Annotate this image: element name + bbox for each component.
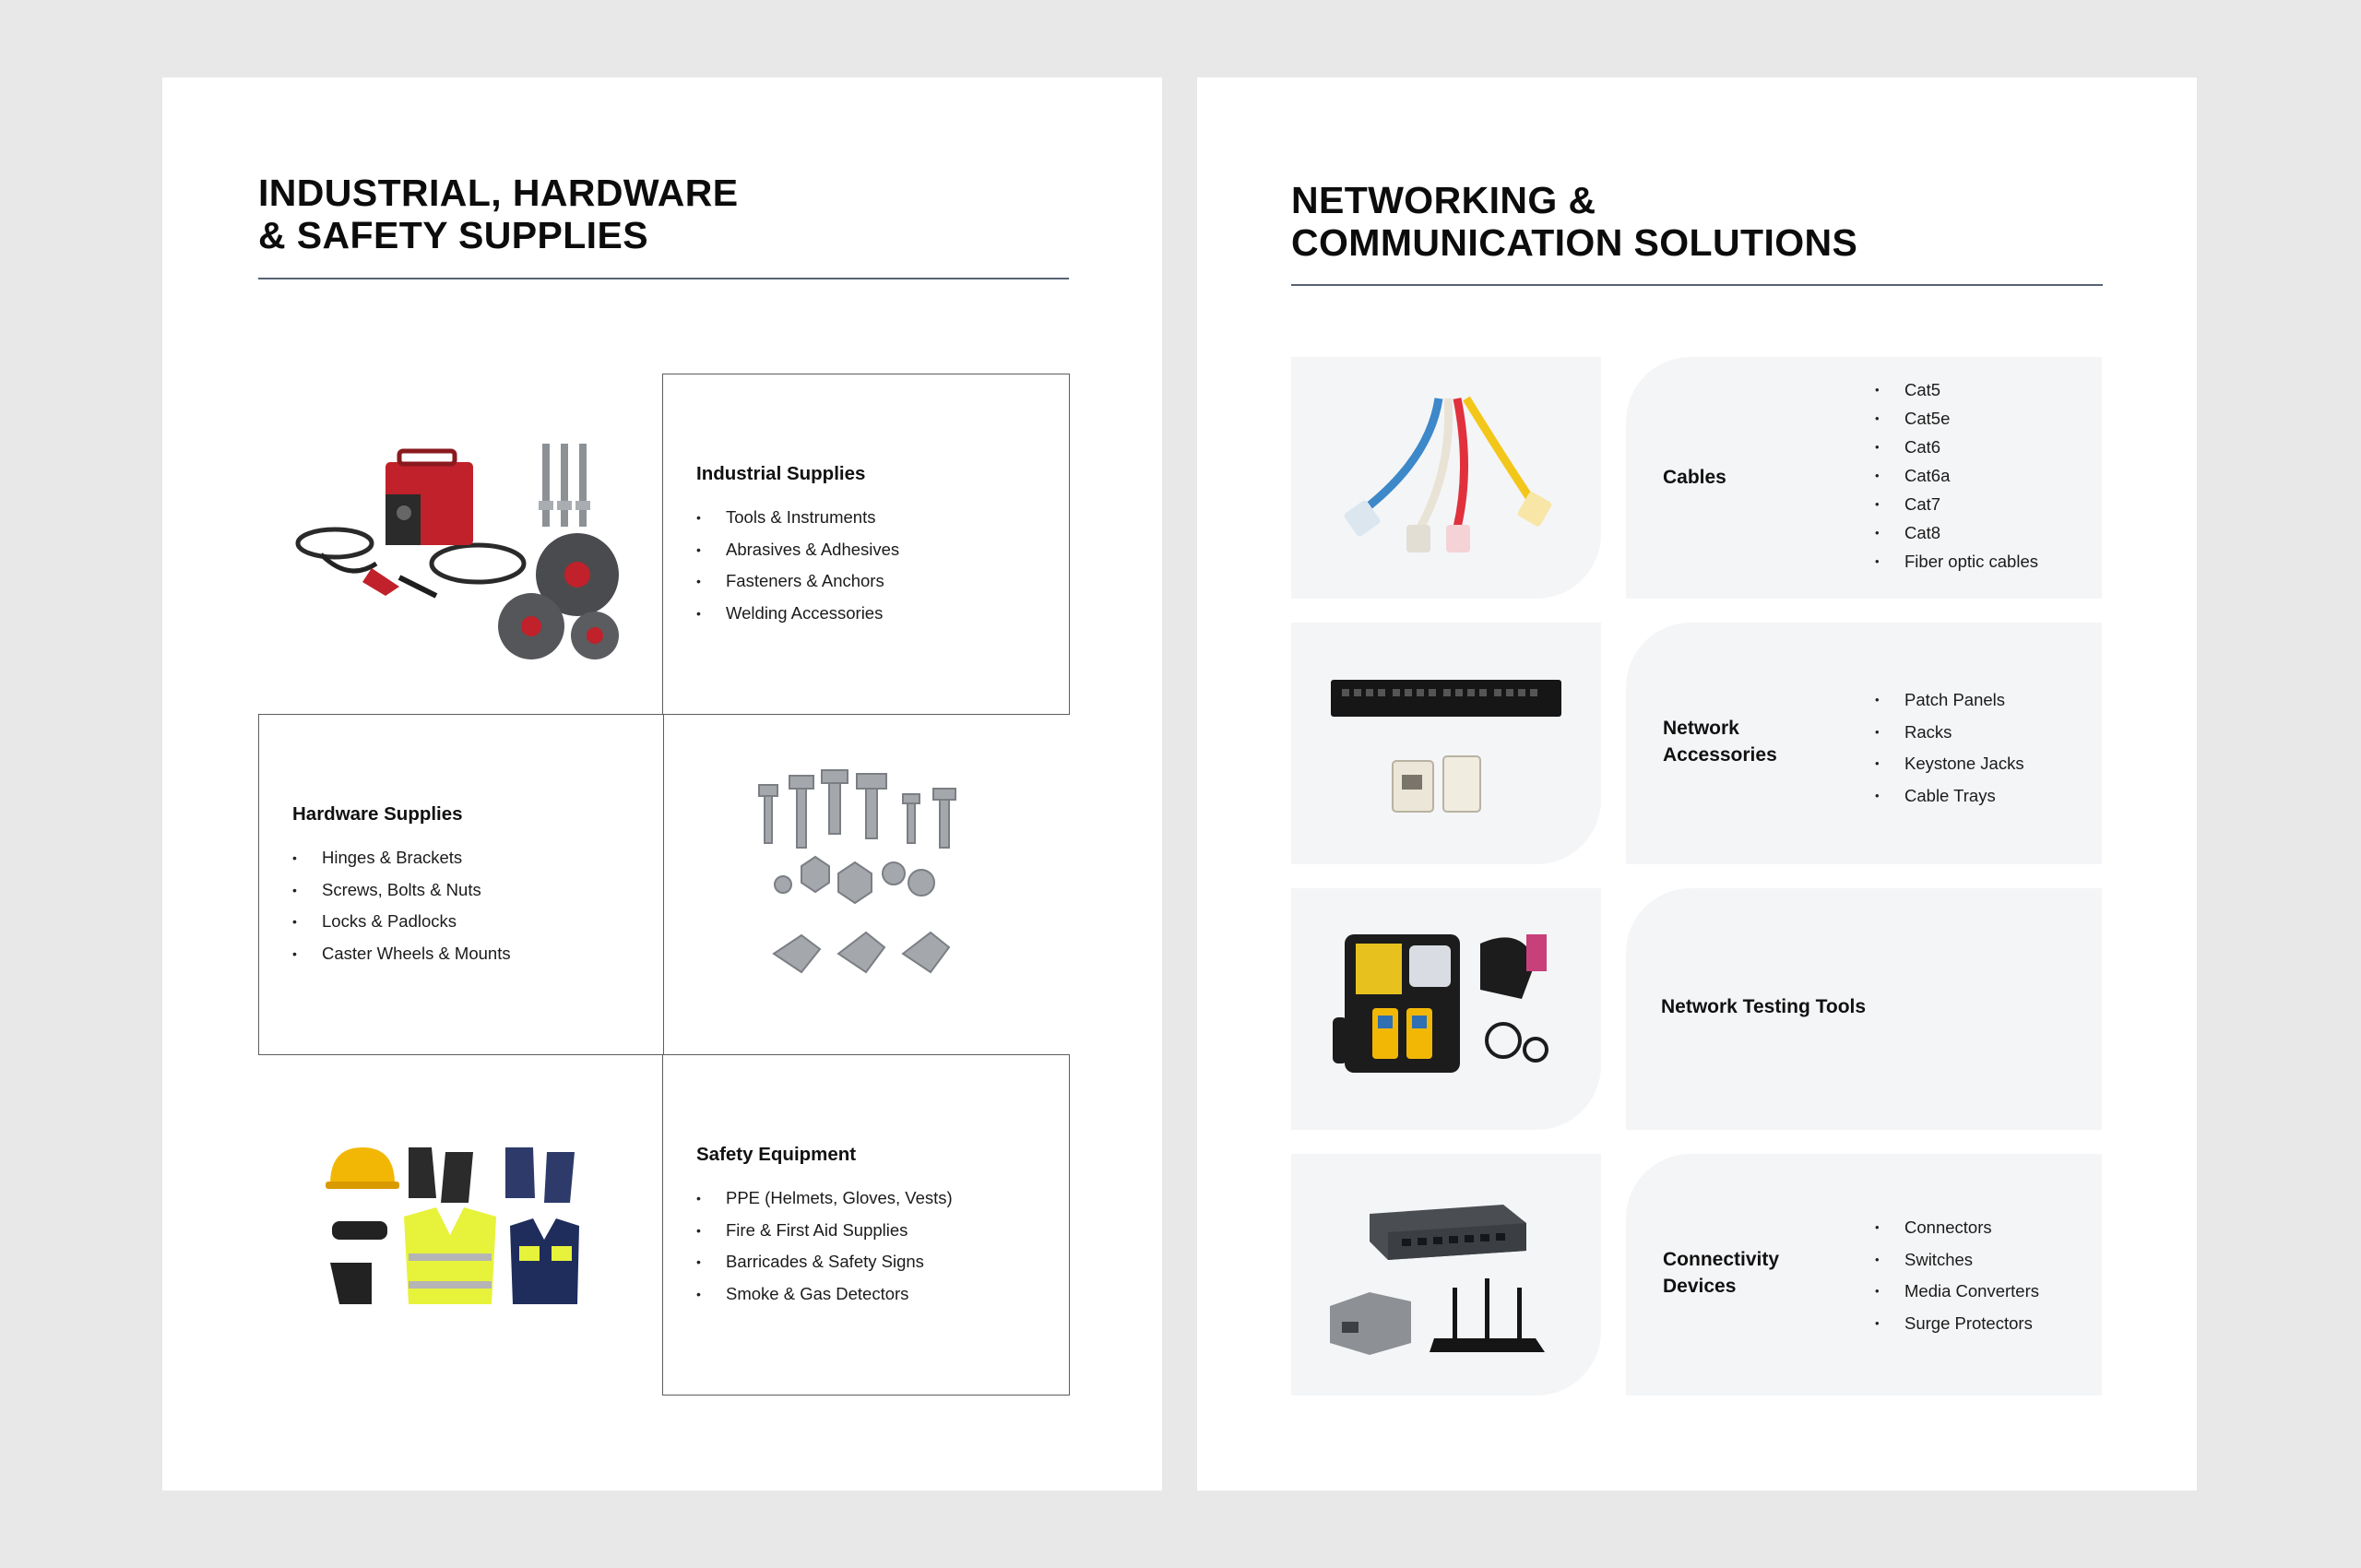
list-item: • Barricades & Safety Signs [696, 1246, 953, 1278]
list-item: • Fiber optic cables [1875, 547, 2038, 576]
list-item: • Hinges & Brackets [292, 842, 511, 874]
cables-card [1626, 357, 2102, 599]
cables-image [1291, 357, 1601, 599]
connectivity-devices-list [1875, 1212, 2039, 1339]
list-item: • Fire & First Aid Supplies [696, 1215, 953, 1247]
left-page [162, 77, 1162, 1491]
list-item: • Caster Wheels & Mounts [292, 938, 511, 970]
network-testing-title-text: Network Testing Tools [1661, 996, 1867, 1017]
hardware-supplies-image [662, 714, 1070, 1055]
industrial-supplies-image [258, 374, 660, 716]
hardware-supplies-list [292, 842, 511, 969]
connectivity-devices-title [1663, 1246, 1779, 1300]
list-item: • Racks [1875, 717, 2024, 749]
list-item: • Surge Protectors [1875, 1308, 2039, 1340]
list-item: • Locks & Padlocks [292, 906, 511, 938]
right-page-title [1291, 179, 1857, 264]
network-testing-image [1291, 888, 1601, 1130]
right-title-line1: NETWORKING & [1291, 179, 1596, 221]
connectivity-devices-title-line1: Connectivity [1663, 1249, 1780, 1270]
list-item: • Cat5 [1875, 375, 2038, 404]
list-item: • Smoke & Gas Detectors [696, 1278, 953, 1311]
list-item: • Keystone Jacks [1875, 748, 2024, 780]
connectivity-devices-card [1626, 1154, 2102, 1396]
list-item: • Cat8 [1875, 518, 2038, 547]
network-tester-icon [1291, 888, 1601, 1130]
left-page-title [258, 172, 738, 256]
safety-equipment-card [662, 1054, 1070, 1396]
hardware-supplies-text [292, 803, 511, 969]
safety-equipment-list [696, 1182, 953, 1310]
network-testing-card [1626, 888, 2102, 1130]
list-item: • Tools & Instruments [696, 502, 899, 534]
list-item: • Cat6 [1875, 433, 2038, 461]
list-item: • Welding Accessories [696, 598, 899, 630]
patch-panel-icon [1291, 623, 1601, 864]
network-accessories-title-line2: Accessories [1663, 744, 1777, 766]
network-accessories-title-line1: Network [1663, 718, 1739, 739]
list-item: • Cat6a [1875, 461, 2038, 490]
list-item: • Fasteners & Anchors [696, 565, 899, 598]
list-item: • Screws, Bolts & Nuts [292, 874, 511, 907]
ethernet-cable-icon [1291, 357, 1601, 599]
hardware-supplies-title: Hardware Supplies [292, 803, 463, 825]
left-title-line2: & SAFETY SUPPLIES [258, 214, 648, 256]
ppe-icon [321, 1134, 598, 1318]
industrial-supplies-list [696, 502, 899, 629]
left-title-line1: INDUSTRIAL, HARDWARE [258, 172, 739, 214]
cables-list [1875, 375, 2038, 576]
bolts-nuts-icon [746, 765, 986, 1004]
cables-title [1663, 464, 1726, 491]
list-item: • Connectors [1875, 1212, 2039, 1244]
hardware-supplies-card [258, 714, 664, 1055]
network-accessories-list [1875, 684, 2024, 812]
network-testing-title [1661, 993, 1866, 1020]
list-item: • PPE (Helmets, Gloves, Vests) [696, 1182, 953, 1215]
connectivity-devices-image [1291, 1154, 1601, 1396]
network-accessories-card [1626, 623, 2102, 864]
industrial-supplies-title: Industrial Supplies [696, 463, 866, 484]
network-accessories-image [1291, 623, 1601, 864]
safety-equipment-text [696, 1144, 953, 1310]
connectivity-devices-title-line2: Devices [1663, 1276, 1737, 1297]
left-title-rule [258, 278, 1069, 279]
cables-title-text: Cables [1663, 467, 1726, 488]
network-switch-icon [1291, 1154, 1601, 1396]
right-title-line2: COMMUNICATION SOLUTIONS [1291, 221, 1858, 264]
list-item: • Patch Panels [1875, 684, 2024, 717]
welding-machine-icon [284, 425, 635, 665]
list-item: • Abrasives & Adhesives [696, 534, 899, 566]
list-item: • Cat7 [1875, 490, 2038, 518]
right-title-rule [1291, 284, 2103, 286]
safety-equipment-image [258, 1055, 660, 1396]
list-item: • Cat5e [1875, 404, 2038, 433]
safety-equipment-title: Safety Equipment [696, 1144, 857, 1165]
list-item: • Media Converters [1875, 1276, 2039, 1308]
list-item: • Cable Trays [1875, 780, 2024, 813]
industrial-supplies-card [662, 374, 1070, 715]
right-page [1197, 77, 2197, 1491]
list-item: • Switches [1875, 1244, 2039, 1277]
network-accessories-title [1663, 715, 1777, 768]
industrial-supplies-text [696, 463, 899, 629]
